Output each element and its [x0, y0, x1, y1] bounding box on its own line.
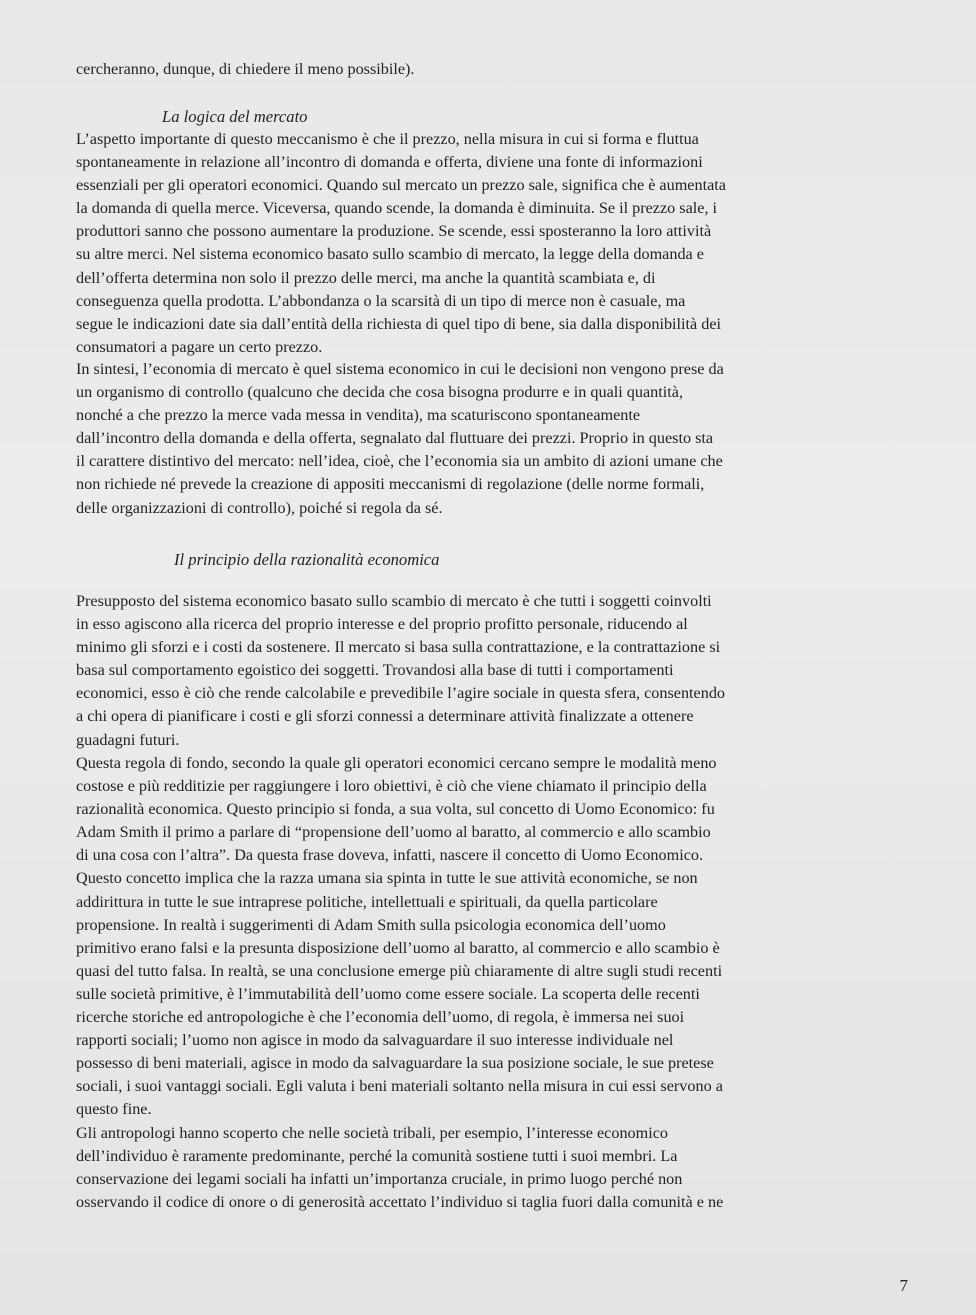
section-heading-logica: La logica del mercato — [162, 107, 308, 126]
paragraph-regola-fondo: Questa regola di fondo, secondo la quale gli operatori economici cercano sempre le modalità meno costose e più redditizie per raggiungere i loro obiettivi, è ciò che viene chiamato il principio della razionalità economica. Questo principio si fonda, a sua volta, sul concetto di Uomo Economico: fu Adam Smith il primo a parlare di “propensione dell’uomo al baratto, al commercio e allo scambio di una cosa con l’altra”. Da questa frase doveva, infatti, nascere il concetto di Uomo Economico. Questo concetto implica che la razza umana sia spinta in tutte le sue attività economiche, se non addirittura in tutte le sue intraprese politiche, intellettuali e spirituali, da quella particolare propensione. In realtà i suggerimenti di Adam Smith sulla psicologia economica dell’uomo primitivo erano falsi e la presunta disposizione dell’uomo al baratto, al commercio e allo scambio è quasi del tutto falsa. In realtà, se una conclusione emerge più chiaramente di altre sugli studi recenti sulle società primitive, è l’immutabilità dell’uomo come essere sociale. La scoperta delle recenti ricerche storiche ed antropologiche è che l’economia dell’uomo, di regola, è immersa nei suoi rapporti sociali; l’uomo non agisce in modo da salvaguardare il suo interesse individuale nel possesso di beni materiali, agisce in modo da salvaguardare la sua posizione sociale, le sue pretese sociali, i suoi vantaggi sociali. Egli valuta i beni materiali soltanto nella misura in cui essi servono a questo fine. — [76, 754, 723, 1119]
paragraph-sintesi: In sintesi, l’economia di mercato è quel sistema economico in cui le decisioni non vengono prese da un organismo di controllo (qualcuno che decida che cosa bisogna produrre e in quali quantità, nonché a che prezzo la merce vada messa in vendita), ma scaturiscono spontaneamente dall’incontro della domanda e della offerta, segnalato dal fluttuare dei prezzi. Proprio in questo sta il carattere distintivo del mercato: nell’idea, cioè, che l’economia sia un ambito di azioni umane che non richiede né prevede la creazione di appositi meccanismi di regolazione (delle norme formali, delle organizzazioni di controllo), poiché si regola da sé. — [76, 360, 724, 517]
paragraph-antropologi: Gli antropologi hanno scoperto che nelle società tribali, per esempio, l’interesse economico dell’individuo è raramente predominante, perché la comunità sostiene tutti i suoi membri. La conservazione dei legami sociali ha infatti un’importanza cruciale, in primo luogo perché non osservando il codice di onore o di generosità accettato l’individuo si taglia fuori dalla comunità e ne — [76, 1124, 724, 1212]
paragraph-logica-mercato: L’aspetto importante di questo meccanismo è che il prezzo, nella misura in cui si forma e fluttua spontaneamente in relazione all’incontro di domanda e offerta, diviene una fonte di informazioni essenziali per gli operatori economici. Quando sul mercato un prezzo sale, significa che è aumentata la domanda di quella merce. Viceversa, quando scende, la domanda è diminuita. Se il prezzo sale, i produttori sanno che possono aumentare la produzione. Se scende, essi sposteranno la loro attività su altre merci. Nel sistema economico basato sullo scambio di mercato, la legge della domanda e dell’offerta determina non solo il prezzo delle merci, ma anche la quantità scambiata e, di conseguenza quella prodotta. L’abbondanza o la scarsità di un tipo di merce non è casuale, ma segue le indicazioni date sia dall’entità della richiesta di quel tipo di bene, sia dalla disponibilità dei consumatori a pagare un certo prezzo. — [76, 130, 726, 356]
top-line: cercheranno, dunque, di chiedere il meno possibile). — [76, 60, 415, 78]
section-heading-razionalita: Il principio della razionalità economica — [174, 550, 440, 569]
paragraph-presupposto: Presupposto del sistema economico basato sullo scambio di mercato è che tutti i soggetti coinvolti in esso agiscono alla ricerca del proprio interesse e del proprio profitto personale, riducendo al minimo gli sforzi e i costi da sostenere. Il mercato si basa sulla contrattazione, e la contrattazione si basa sul comportamento egoistico dei soggetti. Trovandosi alla base di tutti i comportamenti economici, esso è ciò che rende calcolabile e prevedibile l’agire sociale in questa sfera, consentendo a chi opera di pianificare i costi e gli sforzi connessi a determinare attività finalizzate a ottenere guadagni futuri. — [76, 592, 726, 749]
page-number: 7 — [899, 1276, 908, 1295]
